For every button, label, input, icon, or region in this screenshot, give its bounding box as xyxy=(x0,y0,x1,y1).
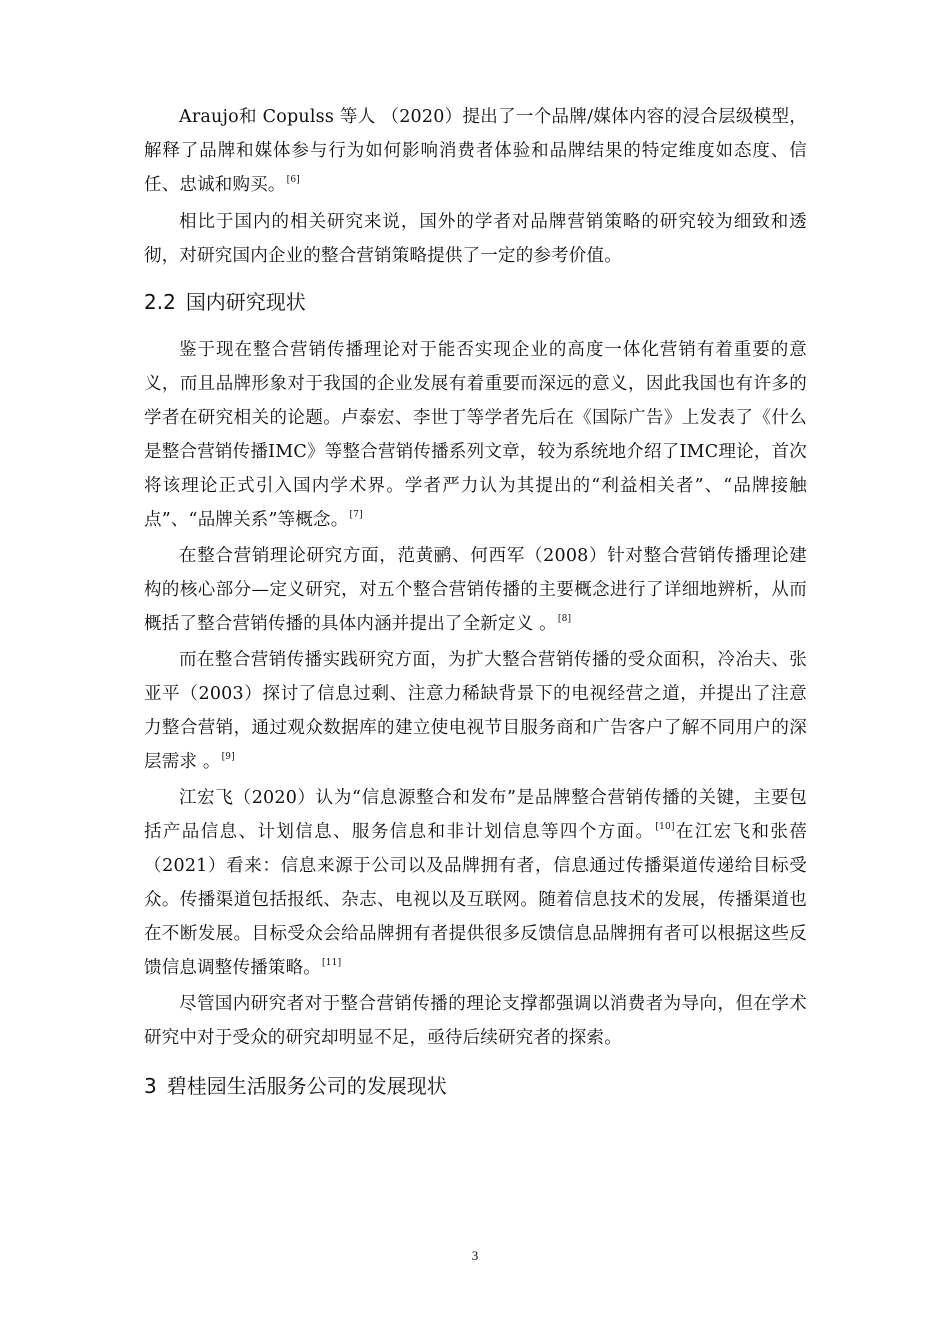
citation-ref: [10] xyxy=(655,822,675,832)
citation-ref: [6] xyxy=(286,175,300,185)
section-heading-2-2 xyxy=(144,287,807,317)
section-number: 3 xyxy=(144,1074,157,1098)
page-number: 3 xyxy=(471,1248,479,1263)
paragraph-text: 在江宏飞和张蓓（2021）看来：信息来源于公司以及品牌拥有者，信息通过传播渠道传递给目标受众。传播渠道包括报纸、杂志、电视以及互联网。随着信息技术的发展，传播渠道也在不断发展。目标受众会给品牌拥有者提供很多反馈信息品牌拥有者可以根据这些反馈信息调整传播策略。 xyxy=(144,822,807,978)
section-number: 2.2 xyxy=(144,290,176,314)
section-heading-3 xyxy=(144,1071,807,1101)
paragraph-text: 在整合营销理论研究方面，范黄鹂、何西军（2008）针对整合营销传播理论建构的核心部分—定义研究，对五个整合营销传播的主要概念进行了详细地辨析，从而概括了整合营销传播的具体内涵并提出了全新定义 。 xyxy=(144,546,807,634)
paragraph-text: 相比于国内的相关研究来说，国外的学者对品牌营销策略的研究较为细致和透彻，对研究国内企业的整合营销策略提供了一定的参考价值。 xyxy=(144,212,807,266)
paragraph-text: 江宏飞（2020）认为“信息源整合和发布”是品牌整合营销传播的关键，主要包括产品信息、计划信息、服务信息和非计划信息等四个方面。 xyxy=(144,788,807,842)
page-content xyxy=(144,100,807,1101)
citation-ref: [11] xyxy=(322,958,342,968)
section-title: 国内研究现状 xyxy=(185,290,306,314)
section-title: 碧桂园生活服务公司的发展现状 xyxy=(166,1074,447,1098)
paragraph-conclusion xyxy=(144,987,807,1055)
paragraph-text: 而在整合营销传播实践研究方面，为扩大整合营销传播的受众面积，冷冶夫、张亚平（2003）探讨了信息过剩、注意力稀缺背景下的电视经营之道，并提出了注意力整合营销，通过观众数据库的建立使电视节目服务商和广告客户了解不同用户的深层需求 。 xyxy=(144,650,807,772)
paragraph-practice-research xyxy=(144,643,807,779)
paragraph-text: 鉴于现在整合营销传播理论对于能否实现企业的高度一体化营销有着重要的意义，而且品牌形象对于我国的企业发展有着重要而深远的意义，因此我国也有许多的学者在研究相关的论题。卢泰宏、李世丁等学者先后在《国际广告》上发表了《什么是整合营销传播IMC》等整合营销传播系列文章，较为系统地介绍了IMC理论，首次将该理论正式引入国内学术界。学者严力认为其提出的“利益相关者”、“品牌接触点”、“品牌关系”等概念。 xyxy=(144,340,807,530)
paragraph-text: Araujo和 Copulss 等人 （2020）提出了一个品牌/媒体内容的浸合层级模型，解释了品牌和媒体参与行为如何影响消费者体验和品牌结果的特定维度如态度、信任、忠诚和购买。 xyxy=(144,107,807,195)
citation-ref: [8] xyxy=(557,614,572,624)
paragraph-text: 尽管国内研究者对于整合营销传播的理论支撑都强调以消费者为导向，但在学术研究中对于受众的研究却明显不足，亟待后续研究者的探索。 xyxy=(144,994,807,1048)
paragraph-information-source xyxy=(144,781,807,985)
citation-ref: [9] xyxy=(221,752,235,762)
paragraph-imc-intro xyxy=(144,333,807,537)
citation-ref: [7] xyxy=(349,510,363,520)
paragraph-araujo xyxy=(144,100,807,202)
paragraph-foreign-summary xyxy=(144,205,807,273)
paragraph-theory-research xyxy=(144,539,807,641)
